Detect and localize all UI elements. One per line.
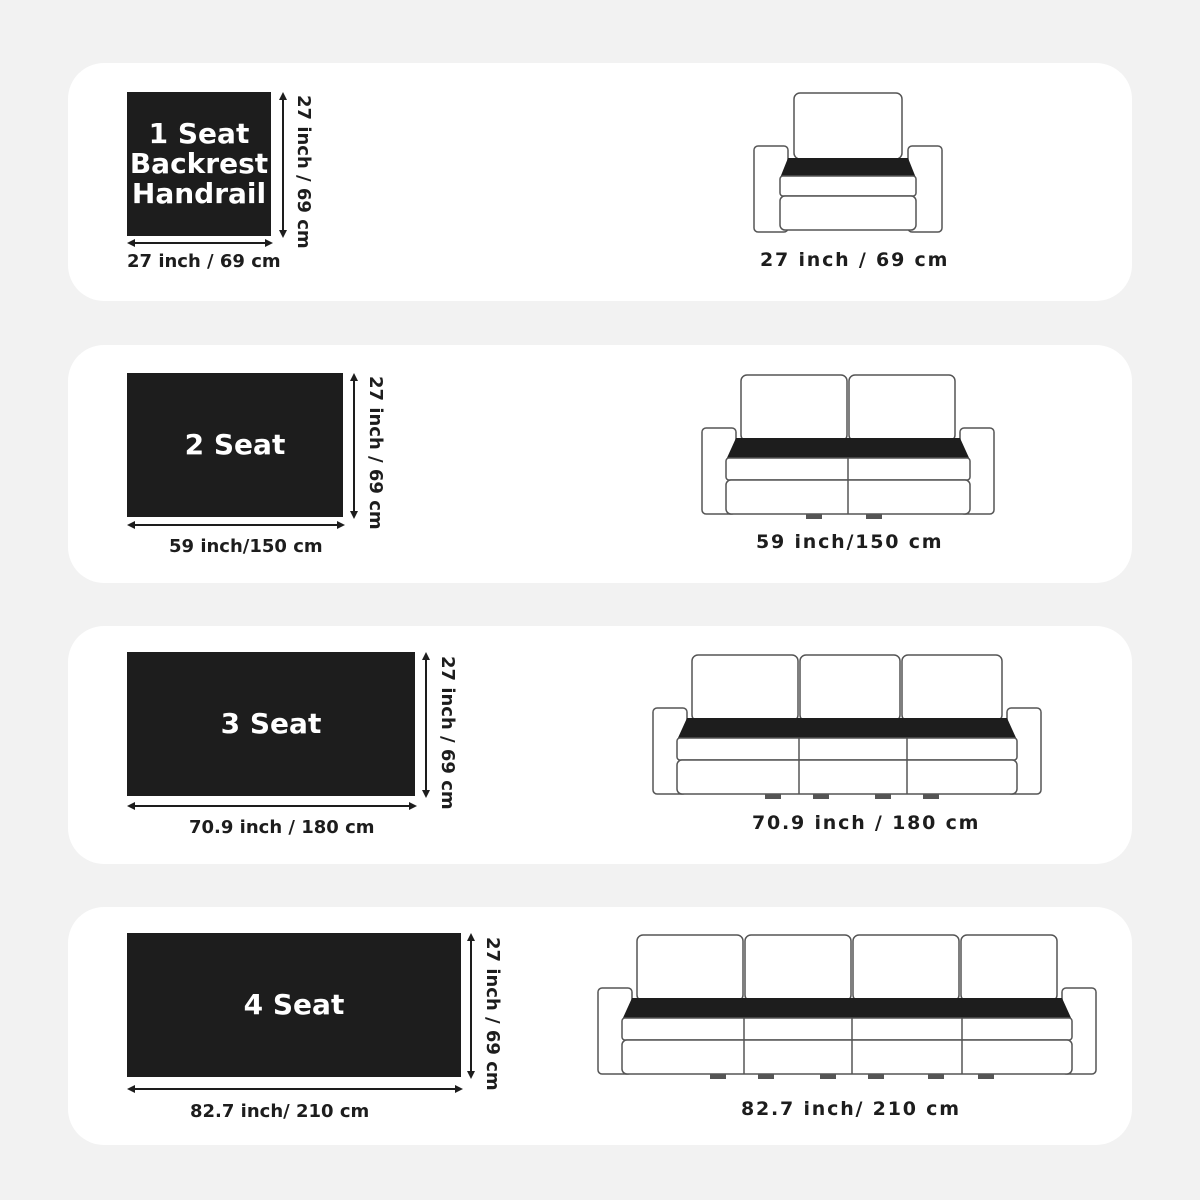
height-label: 27 inch / 69 cm <box>437 656 458 810</box>
height-arrow <box>421 652 431 798</box>
sofa-width-label: 82.7 inch/ 210 cm <box>741 1098 961 1120</box>
height-label: 27 inch / 69 cm <box>365 376 386 530</box>
width-arrow <box>127 520 345 530</box>
block-line: 2 Seat <box>184 428 286 461</box>
width-arrow <box>127 1084 463 1094</box>
height-label: 27 inch / 69 cm <box>293 95 314 249</box>
width-label: 27 inch / 69 cm <box>127 251 281 272</box>
height-arrow <box>278 92 288 238</box>
size-block-1-seat <box>127 92 271 236</box>
height-arrow <box>466 933 476 1079</box>
block-line: 4 Seat <box>243 988 345 1021</box>
width-label: 82.7 inch/ 210 cm <box>190 1101 370 1122</box>
block-line: 1 Seat <box>148 117 250 150</box>
sofa-3-seat-illustration <box>647 650 1047 802</box>
block-line: Backrest <box>129 147 269 180</box>
width-arrow <box>127 801 417 811</box>
width-label: 70.9 inch / 180 cm <box>189 817 375 838</box>
sofa-width-label: 27 inch / 69 cm <box>760 249 950 271</box>
size-block-3-seat <box>127 652 415 796</box>
sofa-2-seat-illustration <box>696 370 1000 522</box>
block-line: 3 Seat <box>220 707 322 740</box>
size-block-4-seat <box>127 933 461 1077</box>
sofa-width-label: 70.9 inch / 180 cm <box>752 812 981 834</box>
sofa-1-seat-illustration <box>748 88 948 238</box>
size-block-2-seat <box>127 373 343 517</box>
height-label: 27 inch / 69 cm <box>482 937 503 1091</box>
width-label: 59 inch/150 cm <box>169 536 323 557</box>
sofa-4-seat-illustration <box>592 930 1102 1082</box>
height-arrow <box>349 373 359 519</box>
width-arrow <box>127 238 273 248</box>
sofa-width-label: 59 inch/150 cm <box>756 531 944 553</box>
block-line: Handrail <box>131 177 267 210</box>
